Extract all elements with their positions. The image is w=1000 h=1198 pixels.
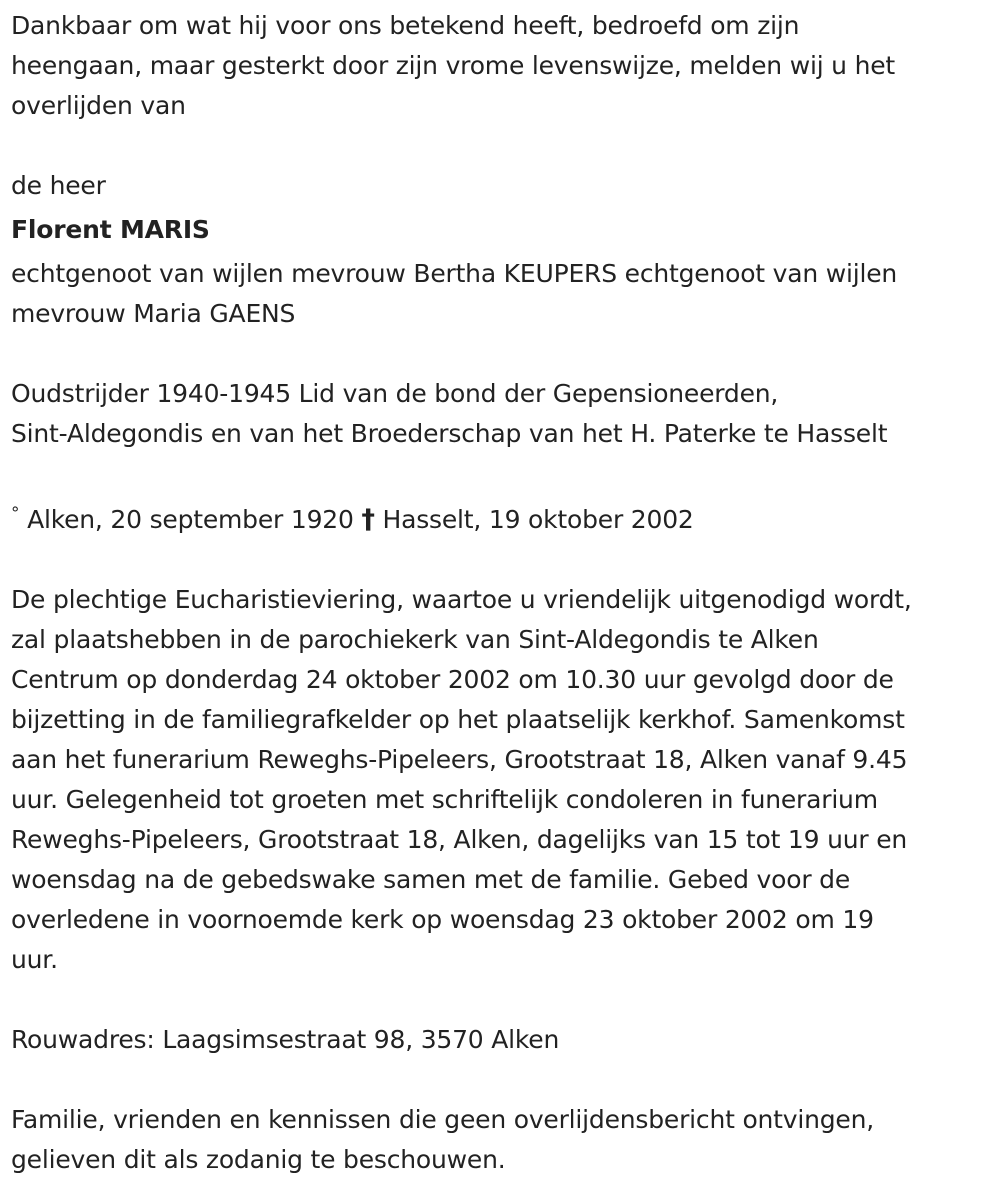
affiliations-paragraph xyxy=(11,374,988,454)
spouses-line: echtgenoot van wijlen mevrouw Bertha KEUPERS echtgenoot van wijlen xyxy=(11,259,898,288)
intro-line: Dankbaar om wat hij voor ons betekend heeft, bedroefd om zijn xyxy=(11,11,800,40)
ceremony-line: woensdag na de gebedswake samen met de familie. Gebed voor de xyxy=(11,865,850,894)
spacer xyxy=(11,126,988,166)
affiliations-line: Oudstrijder 1940-1945 Lid van de bond der Gepensioneerden, xyxy=(11,379,779,408)
spacer xyxy=(11,454,988,494)
intro-line: heengaan, maar gesterkt door zijn vrome levenswijze, melden wij u het xyxy=(11,51,896,80)
birth-death-line xyxy=(11,494,988,540)
ceremony-line: uur. Gelegenheid tot groeten met schriftelijk condoleren in funerarium xyxy=(11,785,878,814)
ceremony-paragraph xyxy=(11,580,988,980)
ceremony-line: uur. xyxy=(11,945,58,974)
closing-line: Familie, vrienden en kennissen die geen overlijdensbericht ontvingen, xyxy=(11,1105,875,1134)
spouses-line: mevrouw Maria GAENS xyxy=(11,299,296,328)
ceremony-line: zal plaatshebben in de parochiekerk van Sint-Aldegondis te Alken xyxy=(11,625,819,654)
spacer xyxy=(11,540,988,580)
ceremony-line: De plechtige Eucharistieviering, waartoe u vriendelijk uitgenodigd wordt, xyxy=(11,585,912,614)
death-place-date: Hasselt, 19 oktober 2002 xyxy=(382,505,694,534)
ceremony-line: bijzetting in de familiegrafkelder op het plaatselijk kerkhof. Samenkomst xyxy=(11,705,905,734)
closing-line: gelieven dit als zodanig te beschouwen. xyxy=(11,1145,506,1174)
ceremony-line: Centrum op donderdag 24 oktober 2002 om 10.30 uur gevolgd door de xyxy=(11,665,894,694)
spacer xyxy=(11,980,988,1020)
spouses-paragraph xyxy=(11,254,988,334)
spacer xyxy=(11,1060,988,1100)
cross-icon: † xyxy=(361,504,375,535)
mourning-address: Rouwadres: Laagsimsestraat 98, 3570 Alken xyxy=(11,1025,560,1054)
ceremony-line: Reweghs-Pipeleers, Grootstraat 18, Alken, dagelijks van 15 tot 19 uur en xyxy=(11,825,908,854)
affiliations-line: Sint-Aldegondis en van het Broederschap van het H. Paterke te Hasselt xyxy=(11,419,888,448)
birth-place-date: Alken, 20 september 1920 xyxy=(27,505,354,534)
ceremony-line: overledene in voornoemde kerk op woensdag 23 oktober 2002 om 19 xyxy=(11,905,874,934)
birth-symbol: ° xyxy=(11,504,20,524)
ceremony-line: aan het funerarium Reweghs-Pipeleers, Grootstraat 18, Alken vanaf 9.45 xyxy=(11,745,908,774)
intro-paragraph xyxy=(11,6,988,126)
closing-paragraph xyxy=(11,1100,988,1180)
spacer xyxy=(11,334,988,374)
intro-line: overlijden van xyxy=(11,91,186,120)
deceased-name: Florent MARIS xyxy=(11,215,210,244)
salutation: de heer xyxy=(11,171,106,200)
